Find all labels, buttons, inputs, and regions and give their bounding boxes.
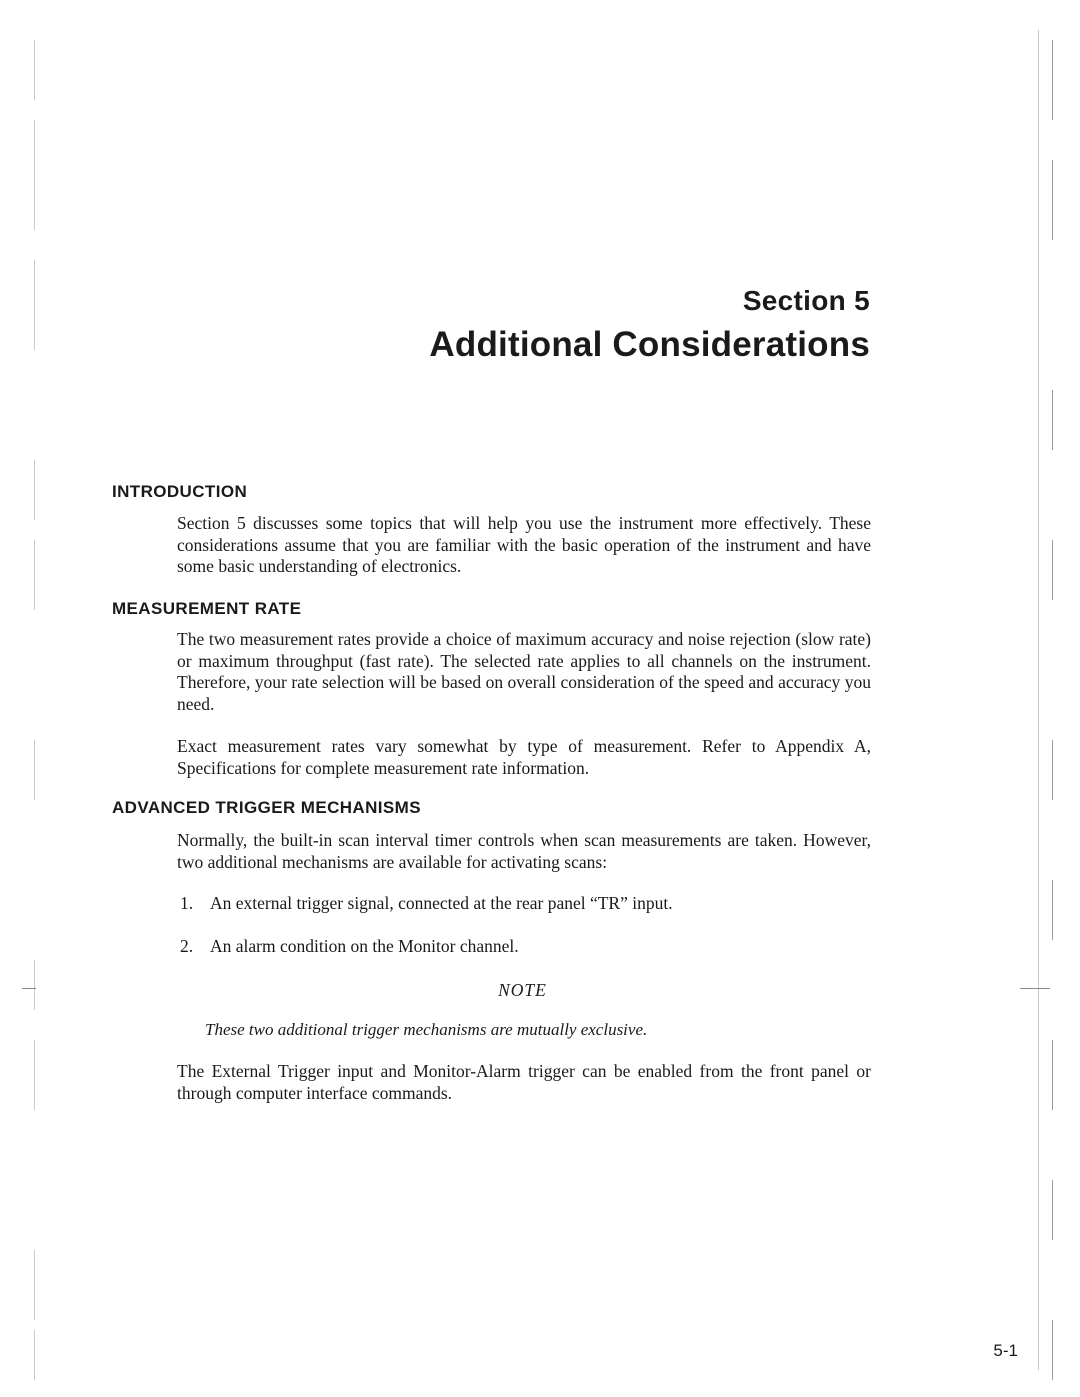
list-item [180,893,673,914]
scan-edge-mark [34,540,35,610]
scan-edge-mark [1052,1040,1053,1110]
scan-edge-mark [1052,1180,1053,1240]
scan-edge-mark [1052,160,1053,240]
advanced-trigger-paragraph-1: Normally, the built-in scan interval timer controls when scan measurements are taken. However, two additional mechanisms are available for activating scans: [177,830,871,872]
measurement-rate-paragraph-1: The two measurement rates provide a choice of maximum accuracy and noise rejection (slow rate) or maximum throughput (fast rate). The selected rate applies to all channels on the instrument. Therefore, your rate selection will be based on overall consideration of the speed and accuracy you need. [177,629,871,714]
list-item-number: 1. [180,893,194,913]
scan-edge-mark [1052,540,1053,600]
scan-edge-mark [34,740,35,800]
scan-edge-mark [1052,1320,1053,1380]
page-number: 5-1 [993,1341,1018,1360]
note-text: These two additional trigger mechanisms are mutually exclusive. [205,1020,648,1039]
chapter-title: Additional Considerations [429,325,870,364]
scan-edge-mark [34,260,35,350]
scan-edge-mark [1052,40,1053,120]
scan-edge-mark [1052,880,1053,940]
scan-edge-mark [34,40,35,100]
advanced-trigger-paragraph-2: The External Trigger input and Monitor-Alarm trigger can be enabled from the front panel or through computer interface commands. [177,1061,871,1103]
section-label: Section 5 [742,285,870,316]
list-item [180,936,519,957]
scan-edge-mark [34,1330,35,1380]
measurement-rate-paragraph-2: Exact measurement rates vary somewhat by type of measurement. Refer to Appendix A, Specifications for complete measurement rate information. [177,736,871,778]
heading-advanced-trigger: ADVANCED TRIGGER MECHANISMS [112,798,421,817]
scan-edge-mark [1052,740,1053,800]
list-item-text: An alarm condition on the Monitor channel. [210,936,519,956]
list-item-text: An external trigger signal, connected at the rear panel “TR” input. [210,893,673,913]
introduction-paragraph: Section 5 discusses some topics that will help you use the instrument more effectively. These considerations assume that you are familiar with the basic operation of the instrument and have some basic understanding of electronics. [177,513,871,576]
heading-measurement-rate: MEASUREMENT RATE [112,599,302,618]
scan-edge-mark [1052,390,1053,450]
scan-edge-mark [34,460,35,520]
list-item-number: 2. [180,936,194,956]
scan-edge-mark [34,1040,35,1110]
scan-edge-mark [34,1250,35,1320]
scan-edge-mark [34,120,35,230]
note-title: NOTE [498,980,547,1000]
heading-introduction: INTRODUCTION [112,482,248,501]
scan-edge-mark [1038,30,1039,1370]
